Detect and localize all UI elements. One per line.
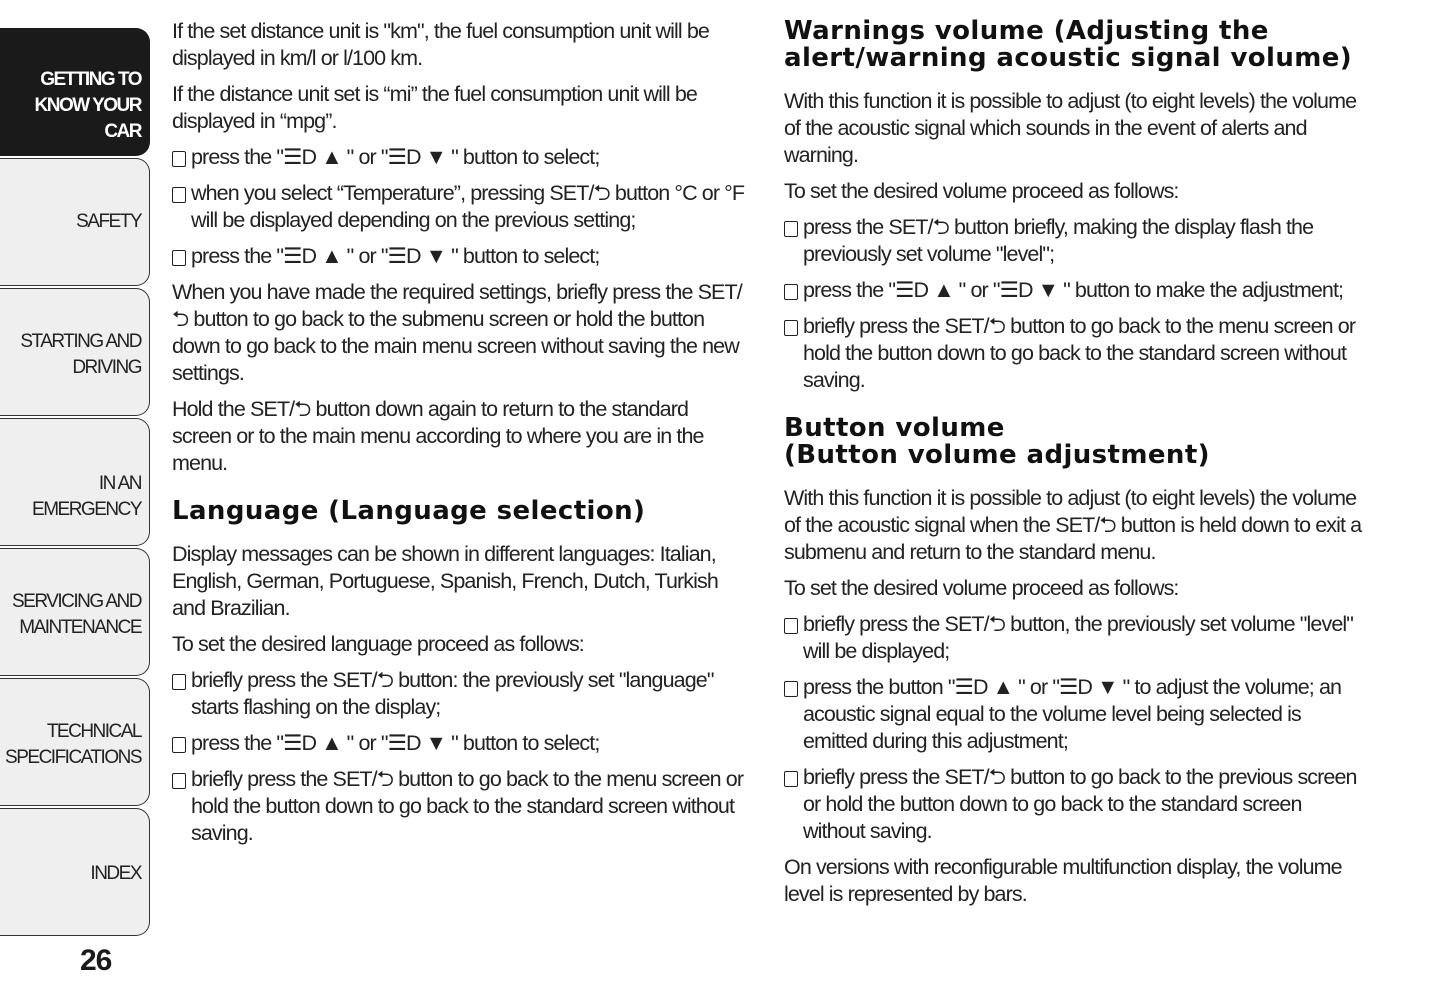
page-number: 26	[80, 944, 112, 977]
bullet-list	[172, 667, 747, 847]
tab-servicing-and-maintenance[interactable]	[0, 548, 150, 676]
left-column	[172, 18, 747, 856]
tab-label: STARTING AND DRIVING	[20, 331, 141, 378]
tab-label: INDEX	[90, 863, 141, 884]
list-item: press the SET/⮌ button briefly, making the display flash the previously set volume "level";	[784, 214, 1364, 268]
right-column	[784, 18, 1364, 917]
paragraph: To set the desired language proceed as follows:	[172, 632, 584, 656]
heading-button-volume	[784, 415, 1364, 469]
list-item: press the "☰D ▲ " or "☰D ▼ " button to select;	[172, 144, 747, 171]
list-item: press the button "☰D ▲ " or "☰D ▼ " to adjust the volume; an acoustic signal equal to the volume level being selected is emitted during this adjustment;	[784, 674, 1364, 755]
tab-label: TECHNICAL SPECIFICATIONS	[5, 721, 141, 768]
paragraph: When you have made the required settings, briefly press the SET/⮌ button to go back to the submenu screen or hold the button down to go back to the main menu screen without saving the new settings.	[172, 280, 742, 385]
heading-warnings-volume: Warnings volume (Adjusting the alert/warning acoustic signal volume)	[784, 16, 1353, 73]
paragraph: With this function it is possible to adjust (to eight levels) the volume of the acoustic signal when the SET/⮌ button is held down to exit a submenu and return to the standard menu.	[784, 486, 1362, 564]
list-item: briefly press the SET/⮌ button: the previously set "language" starts flashing on the display;	[172, 667, 747, 721]
bullet-list	[784, 214, 1364, 394]
heading-line: Button volume	[784, 413, 1005, 443]
bullet-list	[172, 144, 747, 270]
paragraph: To set the desired volume proceed as follows:	[784, 576, 1179, 600]
paragraph: With this function it is possible to adjust (to eight levels) the volume of the acoustic signal which sounds in the event of alerts and warning.	[784, 89, 1357, 167]
tab-getting-to-know-your-car[interactable]	[0, 28, 150, 156]
tab-starting-and-driving[interactable]	[0, 288, 150, 416]
paragraph: On versions with reconfigurable multifunction display, the volume level is represented by bars.	[784, 855, 1342, 906]
list-item: briefly press the SET/⮌ button, the previously set volume "level" will be displayed;	[784, 611, 1364, 665]
tab-label: IN AN EMERGENCY	[32, 473, 141, 520]
tab-index[interactable]	[0, 808, 150, 936]
paragraph: If the distance unit set is “mi” the fuel consumption unit will be displayed in “mpg”.	[172, 82, 697, 133]
list-item: briefly press the SET/⮌ button to go back to the previous screen or hold the button down to go back to the standard screen without saving.	[784, 764, 1364, 845]
list-item: press the "☰D ▲ " or "☰D ▼ " button to make the adjustment;	[784, 277, 1364, 304]
paragraph: If the set distance unit is "km", the fuel consumption unit will be displayed in km/l or l/100 km.	[172, 19, 709, 70]
tab-label: SAFETY	[76, 211, 141, 232]
heading-line: (Button volume adjustment)	[784, 440, 1210, 470]
bullet-list	[784, 611, 1364, 845]
list-item: when you select “Temperature”, pressing SET/⮌ button °C or °F will be displayed depending on the previous setting;	[172, 180, 747, 234]
heading-language: Language (Language selection)	[172, 496, 646, 526]
tab-label: GETTING TO KNOW YOUR CAR	[34, 69, 141, 142]
paragraph: To set the desired volume proceed as follows:	[784, 179, 1179, 203]
tab-technical-specifications[interactable]	[0, 678, 150, 806]
paragraph: Display messages can be shown in different languages: Italian, English, German, Portuguese, Spanish, French, Dutch, Turkish and Brazilian.	[172, 542, 718, 620]
tab-safety[interactable]	[0, 158, 150, 286]
list-item: press the "☰D ▲ " or "☰D ▼ " button to select;	[172, 243, 747, 270]
list-item: briefly press the SET/⮌ button to go back to the menu screen or hold the button down to go back to the standard screen without saving.	[784, 313, 1364, 394]
tab-label: SERVICING AND MAINTENANCE	[11, 591, 141, 638]
tab-in-an-emergency[interactable]	[0, 418, 150, 546]
paragraph: Hold the SET/⮌ button down again to return to the standard screen or to the main menu according to where you are in the menu.	[172, 397, 704, 475]
list-item: press the "☰D ▲ " or "☰D ▼ " button to select;	[172, 730, 747, 757]
list-item: briefly press the SET/⮌ button to go back to the menu screen or hold the button down to go back to the standard screen without saving.	[172, 766, 747, 847]
